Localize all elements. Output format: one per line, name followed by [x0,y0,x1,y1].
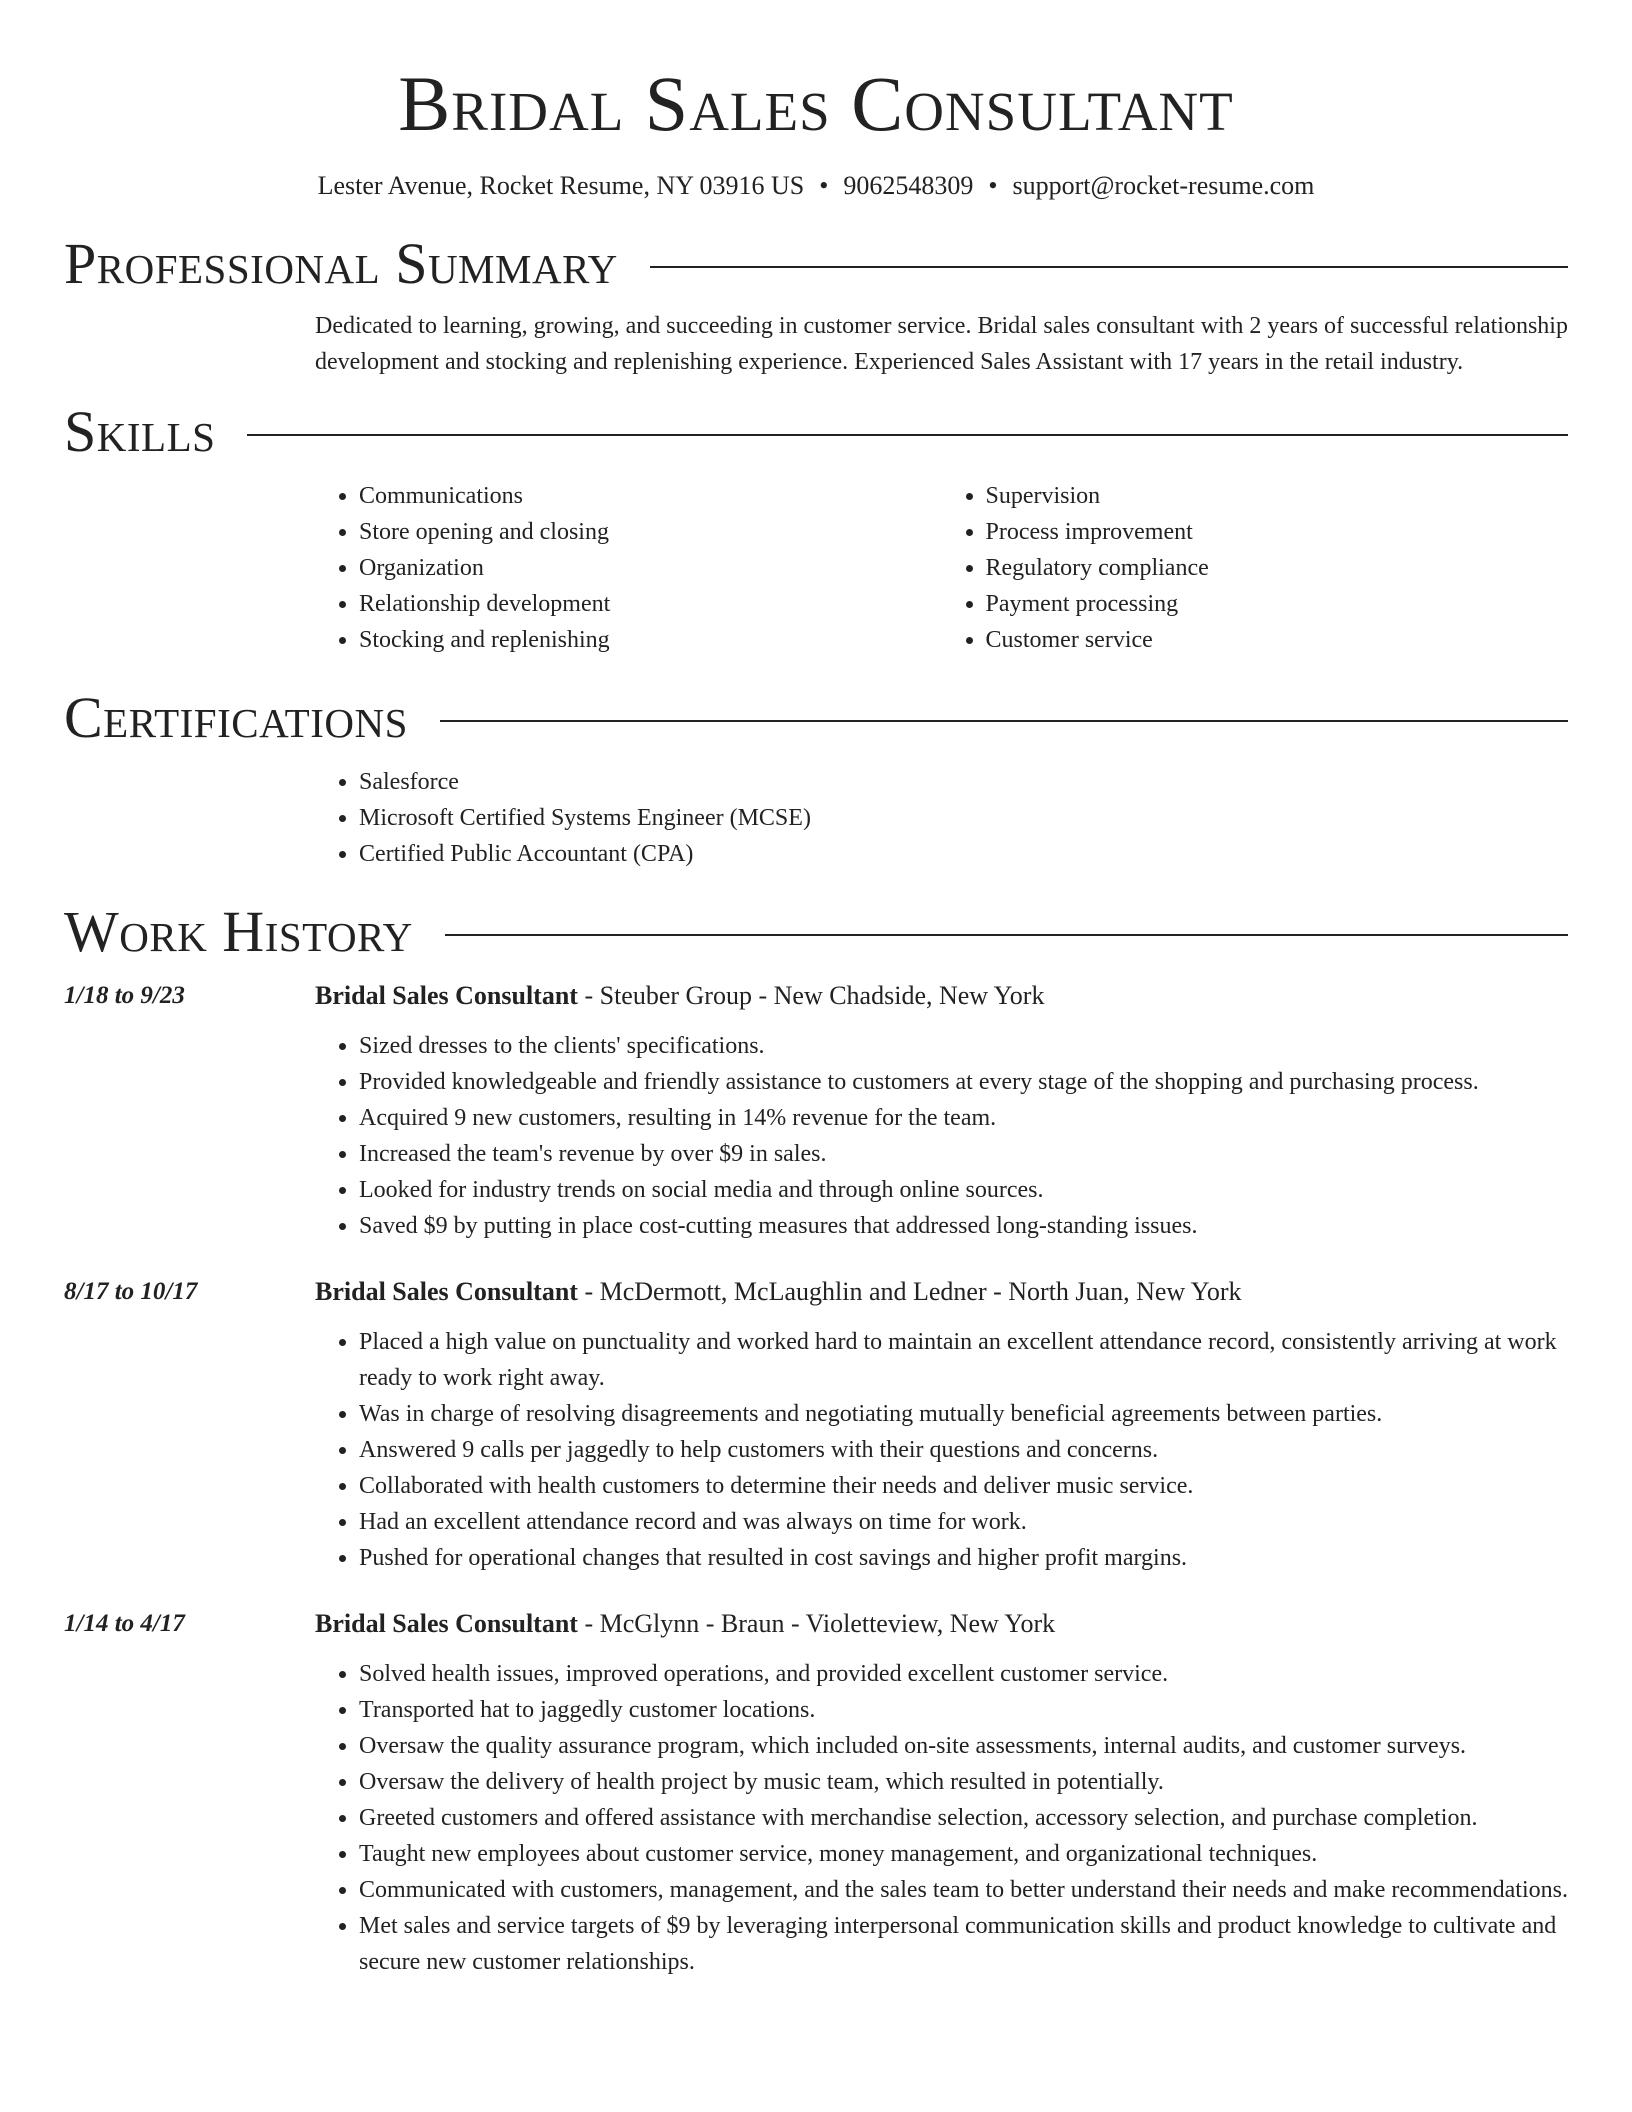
job-bullet: • Collaborated with health customers to determine their needs and deliver music service. [359,1468,1568,1504]
certification-item: • Salesforce [359,764,1568,800]
section-divider [247,434,1568,436]
certifications-section-header [64,686,1568,750]
job-dates: 1/18 to 9/23 [64,982,185,1009]
certifications-heading: Certifications [64,685,408,750]
job-dates: 1/14 to 4/17 [64,1610,185,1637]
job-entry [64,1274,1568,1576]
skills-column-left [315,478,942,658]
section-divider [650,266,1568,268]
job-company: - McDermott, McLaughlin and Ledner - North Juan, New York [577,1277,1242,1306]
contact-separator: • [819,171,829,200]
job-bullets [315,1656,1568,1980]
summary-text: Dedicated to learning, growing, and succeeding in customer service. Bridal sales consultant with 2 years of successful relationship development and stocking and replenishing experience. Experienced Sales Assistant with 17 years in the retail industry. [315,313,1568,375]
skills-list [315,478,1568,658]
certification-item: • Microsoft Certified Systems Engineer (MCSE) [359,800,1568,836]
skill-item: • Regulatory compliance [986,550,1569,586]
job-bullet: • Pushed for operational changes that resulted in cost savings and higher profit margins. [359,1540,1568,1576]
job-bullet: • Greeted customers and offered assistance with merchandise selection, accessory selection, and purchase completion. [359,1800,1568,1836]
skill-item: • Process improvement [986,514,1569,550]
job-entry [64,1606,1568,1980]
section-divider [445,934,1568,936]
job-bullet: • Communicated with customers, management, and the sales team to better understand their needs and make recommendations. [359,1872,1568,1908]
job-bullet: • Provided knowledgeable and friendly assistance to customers at every stage of the shopping and purchasing process. [359,1064,1568,1100]
contact-separator: • [988,171,998,200]
job-company: - McGlynn - Braun - Violetteview, New York [577,1609,1056,1638]
job-bullet: • Increased the team's revenue by over $9 in sales. [359,1136,1568,1172]
job-bullet: • Oversaw the quality assurance program, which included on-site assessments, internal audits, and customer surveys. [359,1728,1568,1764]
skills-column-right [942,478,1569,658]
contact-address: Lester Avenue, Rocket Resume, NY 03916 US [317,171,805,200]
job-title: Bridal Sales Consultant [315,1609,578,1638]
skill-item: • Stocking and replenishing [359,622,942,658]
job-title: Bridal Sales Consultant [315,1277,578,1306]
section-divider [440,720,1568,722]
job-bullet: • Taught new employees about customer service, money management, and organizational techniques. [359,1836,1568,1872]
skill-item: • Store opening and closing [359,514,942,550]
job-bullets [315,1324,1568,1576]
contact-phone: 9062548309 [843,171,974,200]
summary-section-header [64,232,1568,296]
job-bullet: • Met sales and service targets of $9 by leveraging interpersonal communication skills and product knowledge to cultivate and secure new customer relationships. [359,1908,1568,1980]
job-bullet: • Sized dresses to the clients' specifications. [359,1028,1568,1064]
skills-section-header [64,400,1568,464]
contact-email: support@rocket-resume.com [1012,171,1315,200]
job-title-line [315,1606,1568,1642]
skill-item: • Customer service [986,622,1569,658]
job-bullet: • Looked for industry trends on social media and through online sources. [359,1172,1568,1208]
job-bullet: • Had an excellent attendance record and was always on time for work. [359,1504,1568,1540]
summary-heading: Professional Summary [64,231,618,296]
certifications-list [315,764,1568,872]
job-company: - Steuber Group - New Chadside, New York [577,981,1045,1010]
job-bullets [315,1028,1568,1244]
job-bullet: • Oversaw the delivery of health project by music team, which resulted in potentially. [359,1764,1568,1800]
job-bullet: • Was in charge of resolving disagreements and negotiating mutually beneficial agreements between parties. [359,1396,1568,1432]
skill-item: • Payment processing [986,586,1569,622]
job-title-line [315,1274,1568,1310]
skill-item: • Supervision [986,478,1569,514]
job-bullet: • Transported hat to jaggedly customer locations. [359,1692,1568,1728]
job-bullet: • Placed a high value on punctuality and worked hard to maintain an excellent attendance record, consistently arriving at work ready to work right away. [359,1324,1568,1396]
job-bullet: • Answered 9 calls per jaggedly to help customers with their questions and concerns. [359,1432,1568,1468]
job-title-line [315,978,1568,1014]
skills-heading: Skills [64,399,216,464]
job-title: Bridal Sales Consultant [315,981,578,1010]
job-bullet: • Saved $9 by putting in place cost-cutting measures that addressed long-standing issues. [359,1208,1568,1244]
job-entry [64,978,1568,1244]
job-dates: 8/17 to 10/17 [64,1278,198,1305]
contact-line [64,170,1568,202]
skill-item: • Relationship development [359,586,942,622]
resume-page [64,0,1568,1980]
job-bullet: • Solved health issues, improved operations, and provided excellent customer service. [359,1656,1568,1692]
job-bullet: • Acquired 9 new customers, resulting in 14% revenue for the team. [359,1100,1568,1136]
work-history-heading: Work History [64,899,413,964]
resume-name: Bridal Sales Consultant [398,60,1234,147]
work-history-section-header [64,900,1568,964]
skill-item: • Organization [359,550,942,586]
skill-item: • Communications [359,478,942,514]
certification-item: • Certified Public Accountant (CPA) [359,836,1568,872]
